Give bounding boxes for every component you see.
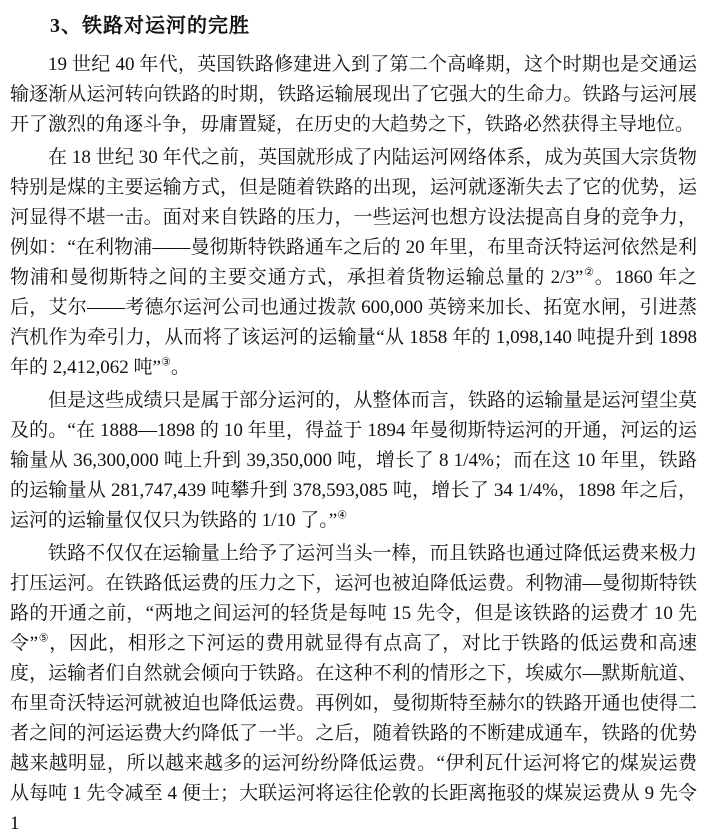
body-text [10, 50, 697, 839]
paragraph-1: 19 世纪 40 年代，英国铁路修建进入到了第二个高峰期，这个时期也是交通运输逐渐从运河转向铁路的时期，铁路运输展现出了它强大的生命力。铁路与运河展开了激烈的角逐斗争，毋庸置疑，在历史的大趋势之下，铁路必然获得主导地位。 [10, 54, 697, 135]
section-heading: 3、铁路对运河的完胜 [50, 15, 250, 37]
paragraph-2: 在 18 世纪 30 年代之前，英国就形成了内陆运河网络体系，成为英国大宗货物特别是煤的主要运输方式，但是随着铁路的出现，运河就逐渐失去了它的优势，运河显得不堪一击。面对来自铁路的压力，一些运河也想方设法提高自身的竞争力，例如：“在利物浦——曼彻斯特铁路通车之后的 20 年里，布里奇沃特运河依然是利物浦和曼彻斯特之间的主要交通方式，承担着货物运输总量的 2/3”②。1860 年之后，艾尔——考德尔运河公司也通过拨款 600,000 英镑来加长、拓宽水闸，引进蒸汽机作为牵引力，从而将了该运河的运输量“从 1858 年的 1,098,140 吨提升到 1898 年的 2,412,062 吨”③。 [10, 147, 697, 378]
paragraph-4: 铁路不仅仅在运输量上给予了运河当头一棒，而且铁路也通过降低运费来极力打压运河。在铁路低运费的压力之下，运河也被迫降低运费。利物浦—曼彻斯特铁路的开通之前，“两地之间运河的轻货是每吨 15 先令，但是该铁路的运费才 10 先令”⑤，因此，相形之下河运的费用就显得有点高了，对比于铁路的低运费和高速度，运输者们自然就会倾向于铁路。在这种不利的情形之下，埃威尔—默斯航道、布里奇沃特运河就被迫也降低运费。再例如，曼彻斯特至赫尔的铁路开通也使得二者之间的河运运费大约降低了一半。之后，随着铁路的不断建成通车，铁路的优势越来越明显，所以越来越多的运河纷纷降低运费。“伊利瓦什运河将它的煤炭运费从每吨 1 先令减至 4 便士；大联运河将运往伦敦的长距离拖驳的煤炭运费从 9 先令 1 [10, 543, 697, 834]
paragraph-3: 但是这些成绩只是属于部分运河的，从整体而言，铁路的运输量是运河望尘莫及的。“在 1888—1898 的 10 年里，得益于 1894 年曼彻斯特运河的开通，河运的运输量从 36,300,000 吨上升到 39,350,000 吨，增长了 8 1/4%；而在这 10 年里，铁路的运输量从 281,747,439 吨攀升到 378,593,085 吨，增长了 34 1/4%，1898 年之后，运河的运输量仅仅只为铁路的 1/10 了。”④ [10, 390, 697, 531]
